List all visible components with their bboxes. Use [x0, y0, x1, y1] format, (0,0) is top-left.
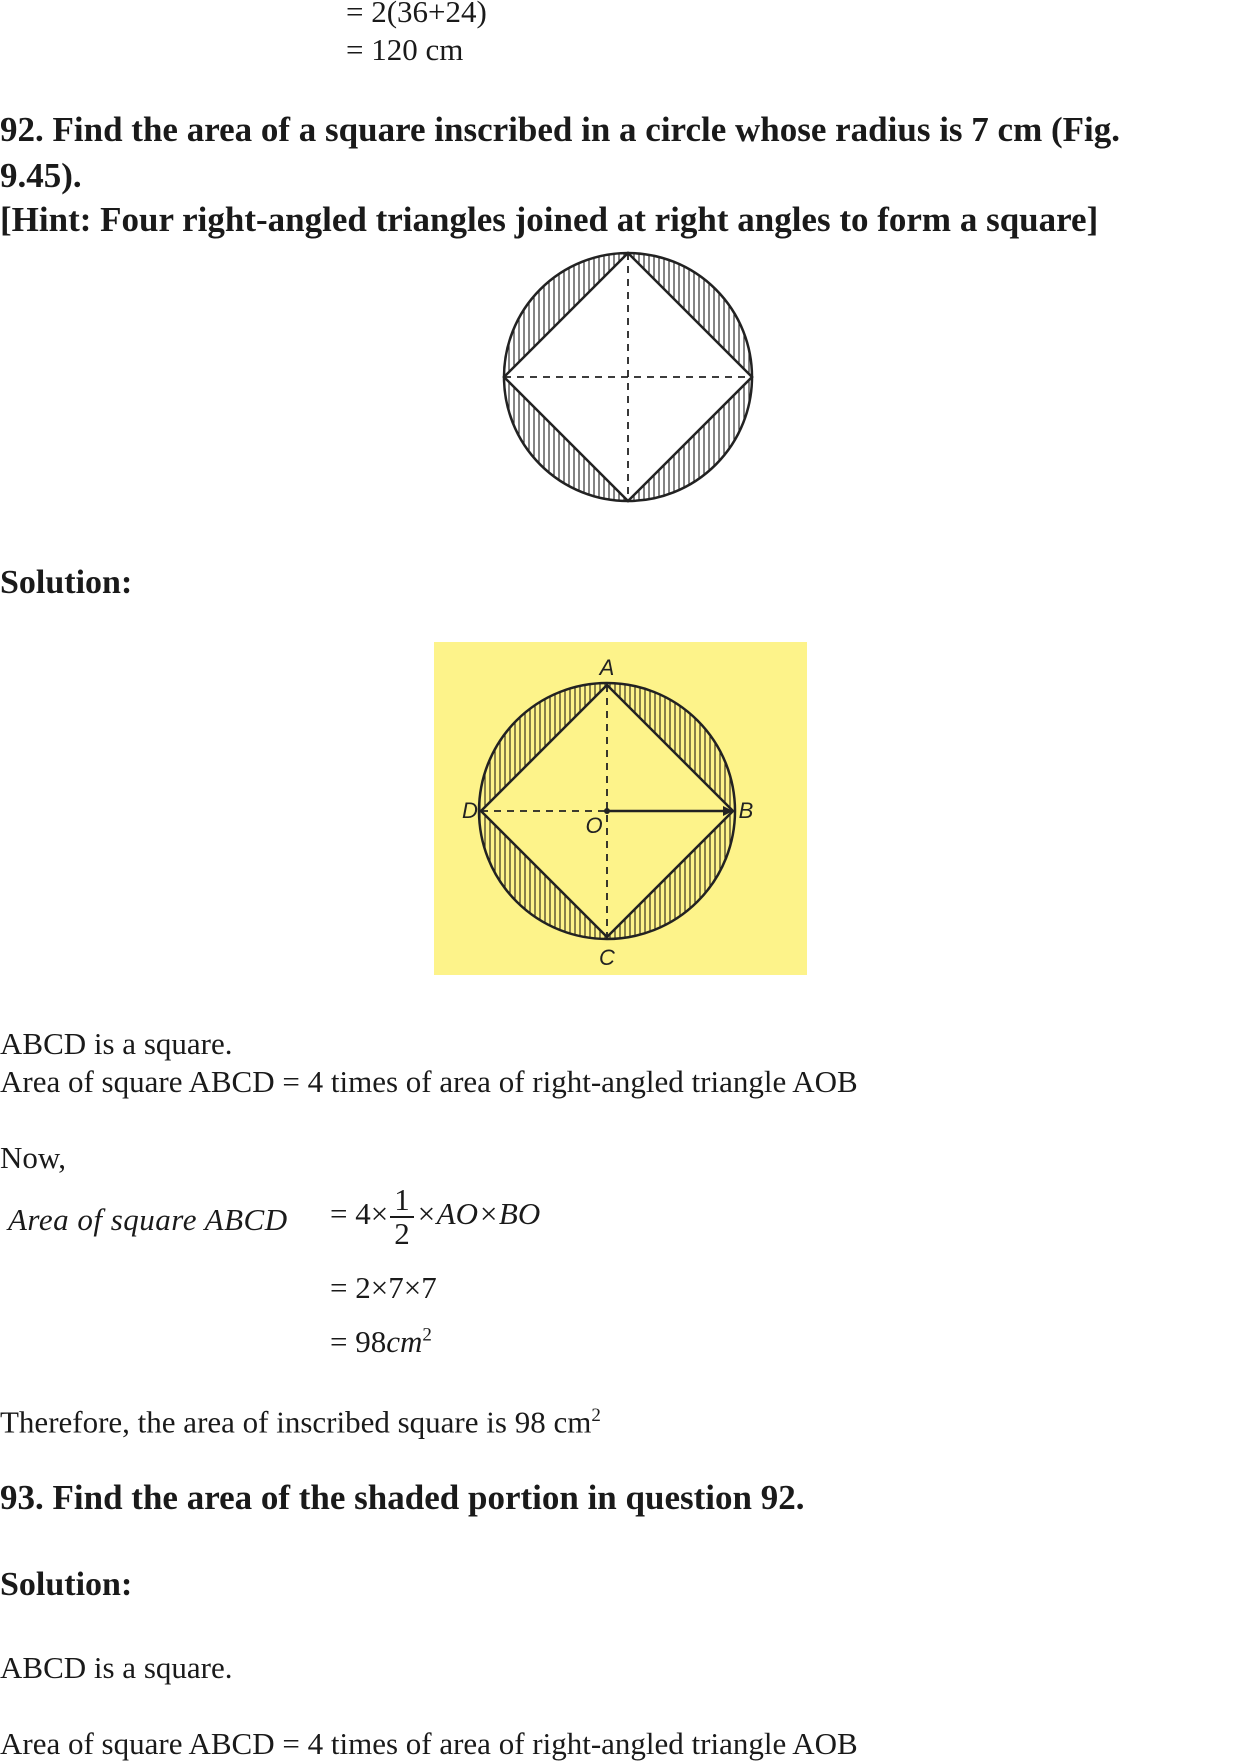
solution-label-92: Solution:	[0, 564, 133, 601]
figure-inscribed-square	[498, 246, 768, 510]
equation-step-1	[330, 1184, 540, 1250]
eq3-exponent: 2	[422, 1324, 432, 1346]
sol93-line1: ABCD is a square.	[0, 1650, 233, 1685]
q92-hint: [Hint: Four right-angled triangles joined at right angles to form a square]	[0, 200, 1099, 239]
fraction-denominator: 2	[394, 1216, 410, 1251]
conclusion-exponent: 2	[591, 1405, 601, 1426]
sol92-conclusion	[0, 1398, 601, 1440]
q93-title: 93. Find the area of the shaded portion in question 92.	[0, 1478, 805, 1517]
fraction-numerator: 1	[390, 1184, 414, 1218]
equation-lhs: Area of square ABCD	[8, 1202, 288, 1237]
solution-label-93: Solution:	[0, 1566, 133, 1603]
center-dot	[604, 808, 610, 814]
prev-step-1: = 2(36+24)	[346, 0, 487, 29]
label-o: O	[585, 813, 603, 838]
label-b: B	[738, 798, 754, 823]
conclusion-text: Therefore, the area of inscribed square is 98 cm	[0, 1404, 592, 1440]
equation-step-3	[330, 1324, 432, 1360]
figure-labeled-square	[434, 642, 807, 975]
label-d: D	[462, 798, 478, 823]
sol92-line2: Area of square ABCD = 4 times of area of right-angled triangle AOB	[0, 1064, 858, 1099]
eq3-unit: cm	[386, 1324, 423, 1359]
eq1-prefix: = 4×	[330, 1196, 389, 1232]
label-a: A	[599, 655, 615, 680]
sol92-now: Now,	[0, 1140, 67, 1175]
prev-step-2: = 120 cm	[346, 32, 464, 67]
eq1-suffix: ×AO×BO	[415, 1196, 541, 1232]
sol92-line1: ABCD is a square.	[0, 1026, 233, 1061]
q92-title-line1: 92. Find the area of a square inscribed in a circle whose radius is 7 cm (Fig.	[0, 110, 1120, 149]
equation-step-2: = 2×7×7	[330, 1270, 437, 1305]
fraction-one-half	[390, 1184, 414, 1250]
label-c: C	[599, 945, 615, 970]
q92-title-line2: 9.45).	[0, 156, 82, 195]
eq3-value: = 98	[330, 1324, 387, 1359]
sol93-line2: Area of square ABCD = 4 times of area of right-angled triangle AOB	[0, 1726, 858, 1761]
